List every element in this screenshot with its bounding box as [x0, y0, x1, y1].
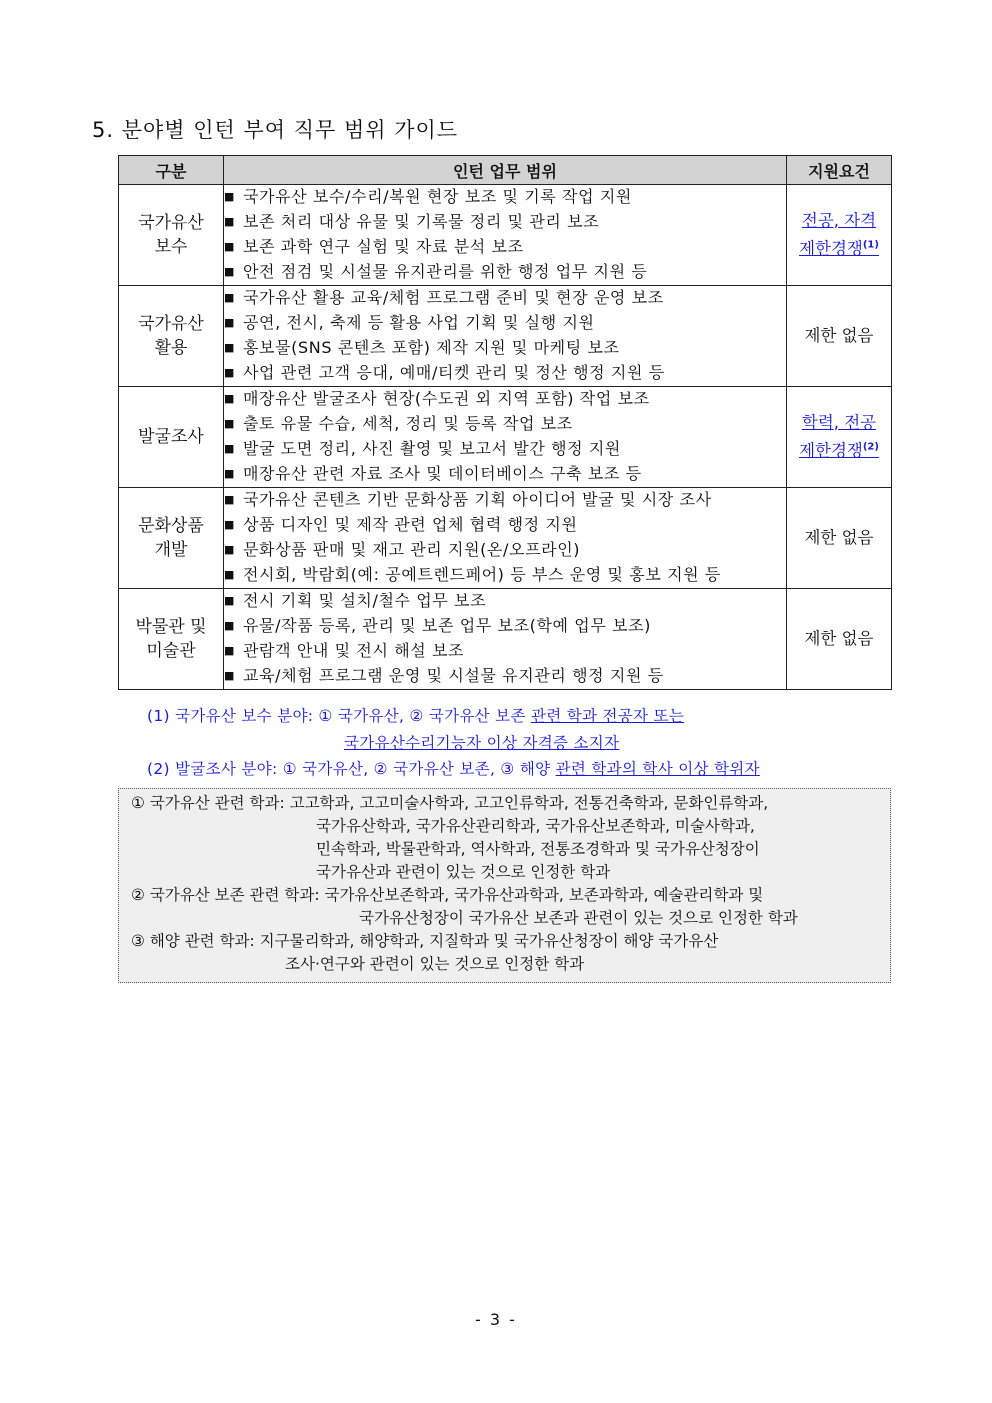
requirement-line — [787, 526, 891, 550]
header-duties: 인턴 업무 범위 — [224, 156, 787, 185]
requirement-link[interactable]: 학력, 전공 — [801, 413, 877, 433]
duty-list — [224, 286, 786, 386]
duty-item — [224, 563, 786, 588]
square-bullet-icon: ■ — [224, 644, 235, 657]
footnote-2-text: (2) 발굴조사 분야: ① 국가유산, ② 국가유산 보존, ③ 해양 — [147, 760, 556, 778]
duty-item — [224, 235, 786, 260]
category-cell — [119, 488, 224, 589]
footnote-1-text: (1) 국가유산 보수 분야: ① 국가유산, ② 국가유산 보존 — [147, 707, 531, 725]
square-bullet-icon: ■ — [224, 265, 235, 278]
square-bullet-icon: ■ — [224, 442, 235, 455]
duty-text: 유물/작품 등록, 관리 및 보존 업무 보조(학예 업무 보조) — [243, 616, 652, 635]
category-cell — [119, 589, 224, 690]
footnote-1-continued — [344, 731, 619, 753]
dept-line-5: ② 국가유산 보존 관련 학과: 국가유산보존학과, 국가유산과학과, 보존과학과, 예술관리학과 및 — [131, 886, 764, 904]
square-bullet-icon: ■ — [224, 341, 235, 354]
duty-item — [224, 589, 786, 614]
duty-text: 사업 관련 고객 응대, 예매/티켓 관리 및 정산 행정 지원 등 — [243, 363, 665, 382]
duty-item — [224, 286, 786, 311]
category-label: 보수 — [154, 237, 188, 257]
duty-list — [224, 488, 786, 588]
duty-text: 관람객 안내 및 전시 해설 보조 — [243, 641, 465, 660]
duty-text: 국가유산 콘텐츠 기반 문화상품 기획 아이디어 발굴 및 시장 조사 — [243, 490, 712, 509]
duty-list — [224, 589, 786, 689]
square-bullet-icon: ■ — [224, 594, 235, 607]
dept-line-4: 국가유산과 관련이 있는 것으로 인정한 학과 — [316, 863, 611, 881]
duty-text: 상품 디자인 및 제작 관련 업체 협력 행정 지원 — [243, 515, 578, 534]
requirement-cell — [787, 488, 892, 589]
duties-cell — [224, 488, 787, 589]
category-cell — [119, 387, 224, 488]
duty-item — [224, 639, 786, 664]
duty-item — [224, 311, 786, 336]
duty-text: 안전 점검 및 시설물 유지관리를 위한 행정 업무 지원 등 — [243, 262, 648, 281]
intern-duty-table — [118, 155, 892, 690]
footnote-2 — [147, 757, 760, 779]
requirement-cell — [787, 387, 892, 488]
table-row — [119, 589, 892, 690]
square-bullet-icon: ■ — [224, 417, 235, 430]
footnote-1 — [147, 704, 684, 726]
requirement-text: 제한 없음 — [804, 528, 874, 547]
category-label: 국가유산 — [138, 314, 204, 334]
duties-cell — [224, 589, 787, 690]
dept-line-6: 국가유산청장이 국가유산 보존과 관련이 있는 것으로 인정한 학과 — [359, 909, 798, 927]
square-bullet-icon: ■ — [224, 392, 235, 405]
dept-line-2: 국가유산학과, 국가유산관리학과, 국가유산보존학과, 미술사학과, — [316, 817, 755, 835]
duty-list — [224, 387, 786, 487]
duty-text: 국가유산 보수/수리/복원 현장 보조 및 기록 작업 지원 — [243, 187, 632, 206]
section-heading: 5. 분야별 인턴 부여 직무 범위 가이드 — [92, 118, 459, 142]
requirement-text: 제한 없음 — [804, 629, 874, 648]
requirement-line — [787, 324, 891, 348]
square-bullet-icon: ■ — [224, 316, 235, 329]
duty-item — [224, 185, 786, 210]
duty-item — [224, 664, 786, 689]
requirement-line[interactable] — [787, 411, 891, 435]
footnote-2-underlined: 관련 학과의 학사 이상 학위자 — [555, 760, 760, 778]
requirement-line — [787, 627, 891, 651]
category-cell — [119, 185, 224, 286]
duty-item — [224, 538, 786, 563]
square-bullet-icon: ■ — [224, 291, 235, 304]
duty-text: 보존 처리 대상 유물 및 기록물 정리 및 관리 보조 — [243, 212, 600, 231]
category-label: 박물관 및 — [135, 617, 207, 637]
square-bullet-icon: ■ — [224, 493, 235, 506]
duty-text: 홍보물(SNS 콘텐츠 포함) 제작 지원 및 마케팅 보조 — [243, 338, 620, 357]
duty-item — [224, 513, 786, 538]
duty-item — [224, 462, 786, 487]
square-bullet-icon: ■ — [224, 240, 235, 253]
duty-text: 매장유산 발굴조사 현장(수도권 외 지역 포함) 작업 보조 — [243, 389, 650, 408]
duty-item — [224, 387, 786, 412]
requirement-cell — [787, 185, 892, 286]
requirement-link-wrap[interactable] — [799, 239, 879, 258]
header-category: 구분 — [119, 156, 224, 185]
square-bullet-icon: ■ — [224, 568, 235, 581]
dept-line-3: 민속학과, 박물관학과, 역사학과, 전통조경학과 및 국가유산청장이 — [316, 840, 760, 858]
category-label: 발굴조사 — [138, 427, 204, 447]
category-label: 국가유산 — [138, 213, 204, 233]
duty-text: 발굴 도면 정리, 사진 촬영 및 보고서 발간 행정 지원 — [243, 439, 621, 458]
dept-line-1: ① 국가유산 관련 학과: 고고학과, 고고미술사학과, 고고인류학과, 전통건축학과, 문화인류학과, — [131, 794, 769, 812]
requirement-line[interactable] — [787, 233, 891, 261]
duties-cell — [224, 185, 787, 286]
requirement-link[interactable]: 제한경쟁 — [799, 238, 863, 258]
duty-text: 국가유산 활용 교육/체험 프로그램 준비 및 현장 운영 보조 — [243, 288, 664, 307]
table-row — [119, 286, 892, 387]
square-bullet-icon: ■ — [224, 543, 235, 556]
requirement-link[interactable]: 제한경쟁 — [799, 440, 863, 460]
duty-text: 매장유산 관련 자료 조사 및 데이터베이스 구축 보조 등 — [243, 464, 642, 483]
table-header-row — [119, 156, 892, 185]
requirement-cell — [787, 589, 892, 690]
duty-item — [224, 336, 786, 361]
requirement-text: 제한 없음 — [804, 326, 874, 345]
duty-item — [224, 614, 786, 639]
category-label: 문화상품 — [138, 516, 204, 536]
duty-text: 공연, 전시, 축제 등 활용 사업 기획 및 실행 지원 — [243, 313, 595, 332]
category-label: 미술관 — [146, 641, 196, 661]
duty-list — [224, 185, 786, 285]
duty-item — [224, 361, 786, 386]
duty-text: 출토 유물 수습, 세척, 정리 및 등록 작업 보조 — [243, 414, 573, 433]
requirement-cell — [787, 286, 892, 387]
requirement-link[interactable]: 전공, 자격 — [801, 211, 877, 231]
page-number: - 3 - — [475, 1310, 517, 1329]
footnote-1-underlined: 관련 학과 전공자 또는 — [530, 707, 685, 725]
requirement-link-wrap[interactable] — [799, 441, 879, 460]
category-label: 활용 — [154, 338, 188, 358]
requirement-line[interactable] — [787, 435, 891, 463]
duty-item — [224, 488, 786, 513]
dept-line-8: 조사·연구와 관련이 있는 것으로 인정한 학과 — [285, 955, 585, 973]
duty-item — [224, 210, 786, 235]
square-bullet-icon: ■ — [224, 366, 235, 379]
duty-text: 전시 기획 및 설치/철수 업무 보조 — [243, 591, 487, 610]
related-departments-box — [118, 788, 891, 983]
duties-cell — [224, 387, 787, 488]
duty-text: 문화상품 판매 및 재고 관리 지원(온/오프라인) — [243, 540, 581, 559]
duty-text: 교육/체험 프로그램 운영 및 시설물 유지관리 행정 지원 등 — [243, 666, 664, 685]
footnote-1-underlined-2: 국가유산수리기능자 이상 자격증 소지자 — [344, 734, 620, 752]
footnote-marker: (2) — [862, 441, 879, 453]
square-bullet-icon: ■ — [224, 518, 235, 531]
requirement-line[interactable] — [787, 209, 891, 233]
duty-text: 전시회, 박람회(예: 공예트렌드페어) 등 부스 운영 및 홍보 지원 등 — [243, 565, 721, 584]
square-bullet-icon: ■ — [224, 467, 235, 480]
table-row — [119, 387, 892, 488]
category-cell — [119, 286, 224, 387]
square-bullet-icon: ■ — [224, 215, 235, 228]
footnote-marker: (1) — [862, 239, 879, 251]
duty-text: 보존 과학 연구 실험 및 자료 분석 보조 — [243, 237, 524, 256]
duty-item — [224, 437, 786, 462]
table-row — [119, 488, 892, 589]
dept-line-7: ③ 해양 관련 학과: 지구물리학과, 해양학과, 지질학과 및 국가유산청장이 해양 국가유산 — [131, 932, 719, 950]
square-bullet-icon: ■ — [224, 190, 235, 203]
table-row — [119, 185, 892, 286]
category-label: 개발 — [154, 540, 188, 560]
square-bullet-icon: ■ — [224, 619, 235, 632]
duty-item — [224, 260, 786, 285]
square-bullet-icon: ■ — [224, 669, 235, 682]
header-requirement: 지원요건 — [787, 156, 892, 185]
duties-cell — [224, 286, 787, 387]
duty-item — [224, 412, 786, 437]
